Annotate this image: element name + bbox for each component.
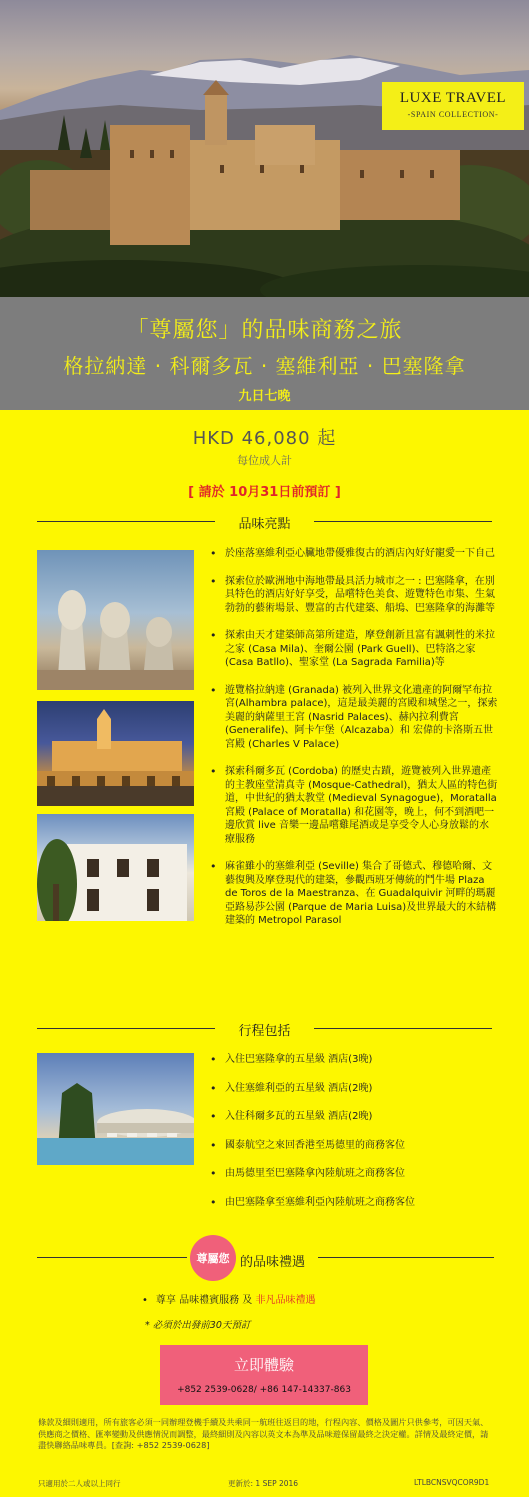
privilege-title: 的品味禮遇 bbox=[240, 1255, 306, 1270]
brand-logo-box bbox=[382, 82, 524, 130]
highlights-title: 品味亮點 bbox=[238, 517, 291, 532]
chimney-sculptures-illustration bbox=[37, 550, 194, 690]
itinerary-title: 行程包括 bbox=[238, 1024, 291, 1039]
photo-hotel-pool bbox=[37, 1053, 194, 1165]
footer-updated: 更新於: 1 SEP 2016 bbox=[228, 1479, 299, 1488]
divider-right bbox=[318, 1257, 494, 1258]
highlight-item: • 探索由天才建築師高第所建造，摩登創新且富有諷刺性的米拉之家 (Casa Mila)、奎爾公園 (Park Guell)、巴特洛之家 (Casa Batllo)、聖家堂 (La Sagrada Familia)等 bbox=[210, 629, 498, 670]
photo-cordoba-mosque-night bbox=[37, 701, 194, 806]
banner-destinations: 格拉納達 · 科爾多瓦 · 塞維利亞 · 巴塞隆拿 bbox=[63, 354, 466, 378]
divider-left bbox=[37, 1257, 187, 1258]
itinerary-item: • 入住塞維利亞的五星級 酒店(2晚) bbox=[210, 1082, 498, 1096]
highlights-list bbox=[210, 547, 498, 928]
cordoba-bridge-illustration bbox=[37, 701, 194, 806]
book-now-label: 立即體驗 bbox=[233, 1356, 294, 1374]
highlight-item: • 探索位於歐洲地中海地帶最具活力城市之一 : 巴塞隆拿，在別具特色的酒店好好享受，品嚐特色美食、遊覽特色市集、生氣勃勃的藝術場景、豐富的古代建築、船塢、巴塞隆拿的海灘等 bbox=[210, 575, 498, 616]
title-banner bbox=[0, 297, 529, 410]
terms-and-conditions: 條款及細則適用，所有旅客必須一同辦理登機手續及共乘同一航班往返目的地，行程內容、價格及圖片只供參考，可因天氣、供應商之價格、匯率變動及供應情況而調整，最終細則及內容以英文本為準及品味遊保留最終之決定權。詳情及最終定價，請盡快聯絡品味專員。[查詢: +852 2539-0628] bbox=[38, 1417, 489, 1450]
itinerary-item: • 由馬德里至巴塞隆拿內陸航班之商務客位 bbox=[210, 1167, 498, 1181]
hero-image bbox=[0, 0, 529, 297]
itinerary-item: • 國泰航空之來回香港至馬德里的商務客位 bbox=[210, 1139, 498, 1153]
pool-terrace-illustration bbox=[37, 1053, 194, 1165]
itinerary-list bbox=[210, 1053, 498, 1209]
itinerary-header bbox=[37, 1020, 492, 1039]
brand-subtitle: -SPAIN COLLECTION- bbox=[407, 110, 499, 119]
privilege-note: * 必須於出發前30天預訂 bbox=[145, 1320, 251, 1331]
banner-tagline: 「尊屬您」的品味商務之旅 bbox=[126, 318, 403, 343]
photo-casa-mila-rooftop bbox=[37, 550, 194, 690]
footer-eligibility: 只適用於二人或以上同行 bbox=[38, 1479, 121, 1488]
footer-product-code: LTLBCNSVQCOR9D1 bbox=[414, 1478, 490, 1487]
itinerary-item: • 入住科爾多瓦的五星級 酒店(2晚) bbox=[210, 1110, 498, 1124]
privilege-service-text: 尊享 品味禮賓服務 及 bbox=[155, 1295, 256, 1306]
contact-phone: +852 2539-0628/ +86 147-14337-863 bbox=[177, 1385, 351, 1395]
divider-right bbox=[314, 521, 492, 522]
highlights-header bbox=[37, 513, 492, 532]
itinerary-item: • 入住巴塞隆拿的五星級 酒店(3晚) bbox=[210, 1053, 498, 1067]
privilege-badge: 尊屬您 bbox=[190, 1235, 236, 1281]
highlight-item: • 於座落塞維利亞心臟地帶優雅復古的酒店內好好寵愛一下自己 bbox=[210, 547, 498, 561]
itinerary-item: • 由巴塞隆拿至塞維利亞內陸航班之商務客位 bbox=[210, 1196, 498, 1210]
alhambra-illustration bbox=[0, 0, 529, 297]
book-now-button[interactable] bbox=[160, 1345, 368, 1405]
privilege-highlight: 非凡品味禮遇 bbox=[255, 1295, 316, 1306]
seville-courtyard-illustration bbox=[37, 814, 194, 921]
highlight-item: • 麻雀雖小的塞維利亞 (Seville) 集合了哥德式、穆德哈爾、文藝復興及摩登現代的建築，參觀西班牙傳統的鬥牛場 Plaza de Toros de la Maestranza、在 Guadalquivir 河畔的瑪麗亞路易莎公園 (Parque de Maria Luisa)及世界最大的木結構建築的 Metropol Parasol bbox=[210, 860, 498, 928]
privilege-bullet: • 尊享 品味禮賓服務 及 非凡品味禮遇 bbox=[142, 1295, 316, 1306]
brand-title: LUXE TRAVEL bbox=[399, 90, 507, 106]
divider-right bbox=[314, 1028, 492, 1029]
booking-deadline: [ 請於 10月31日前預訂 ] bbox=[188, 485, 341, 500]
price-amount: HKD 46,080 起 bbox=[192, 428, 337, 449]
highlight-item: • 探索科爾多瓦 (Cordoba) 的歷史古蹟，遊覽被列入世界遺產的主教座堂清真寺 (Mosque-Cathedral)，猶太人區的特色街道，中世紀的猶太教堂 (Medieval Synagogue)，Moratalla 宮殿 (Palace of Moratalla) 和花園等，晚上，何不到酒吧一邊欣賞 live 音樂一邊品嚐雞尾酒或是享受令人心身放鬆的水療服務 bbox=[210, 765, 498, 846]
photo-seville-hotel bbox=[37, 814, 194, 921]
banner-duration: 九日七晚 bbox=[238, 389, 291, 404]
price-basis: 每位成人計 bbox=[237, 454, 292, 467]
highlight-item: • 遊覽格拉納達 (Granada) 被列入世界文化遺產的阿爾罕布拉宮(Alhambra palace)，這是最美麗的宮殿和城堡之一，探索美麗的納薩里王宮 (Nasrid Palaces)、赫內拉利費宮 (Generalife)、阿卡乍堡（Alcazaba）和 宏偉的卡洛斯五世宮殿 (Charles V Palace) bbox=[210, 684, 498, 752]
